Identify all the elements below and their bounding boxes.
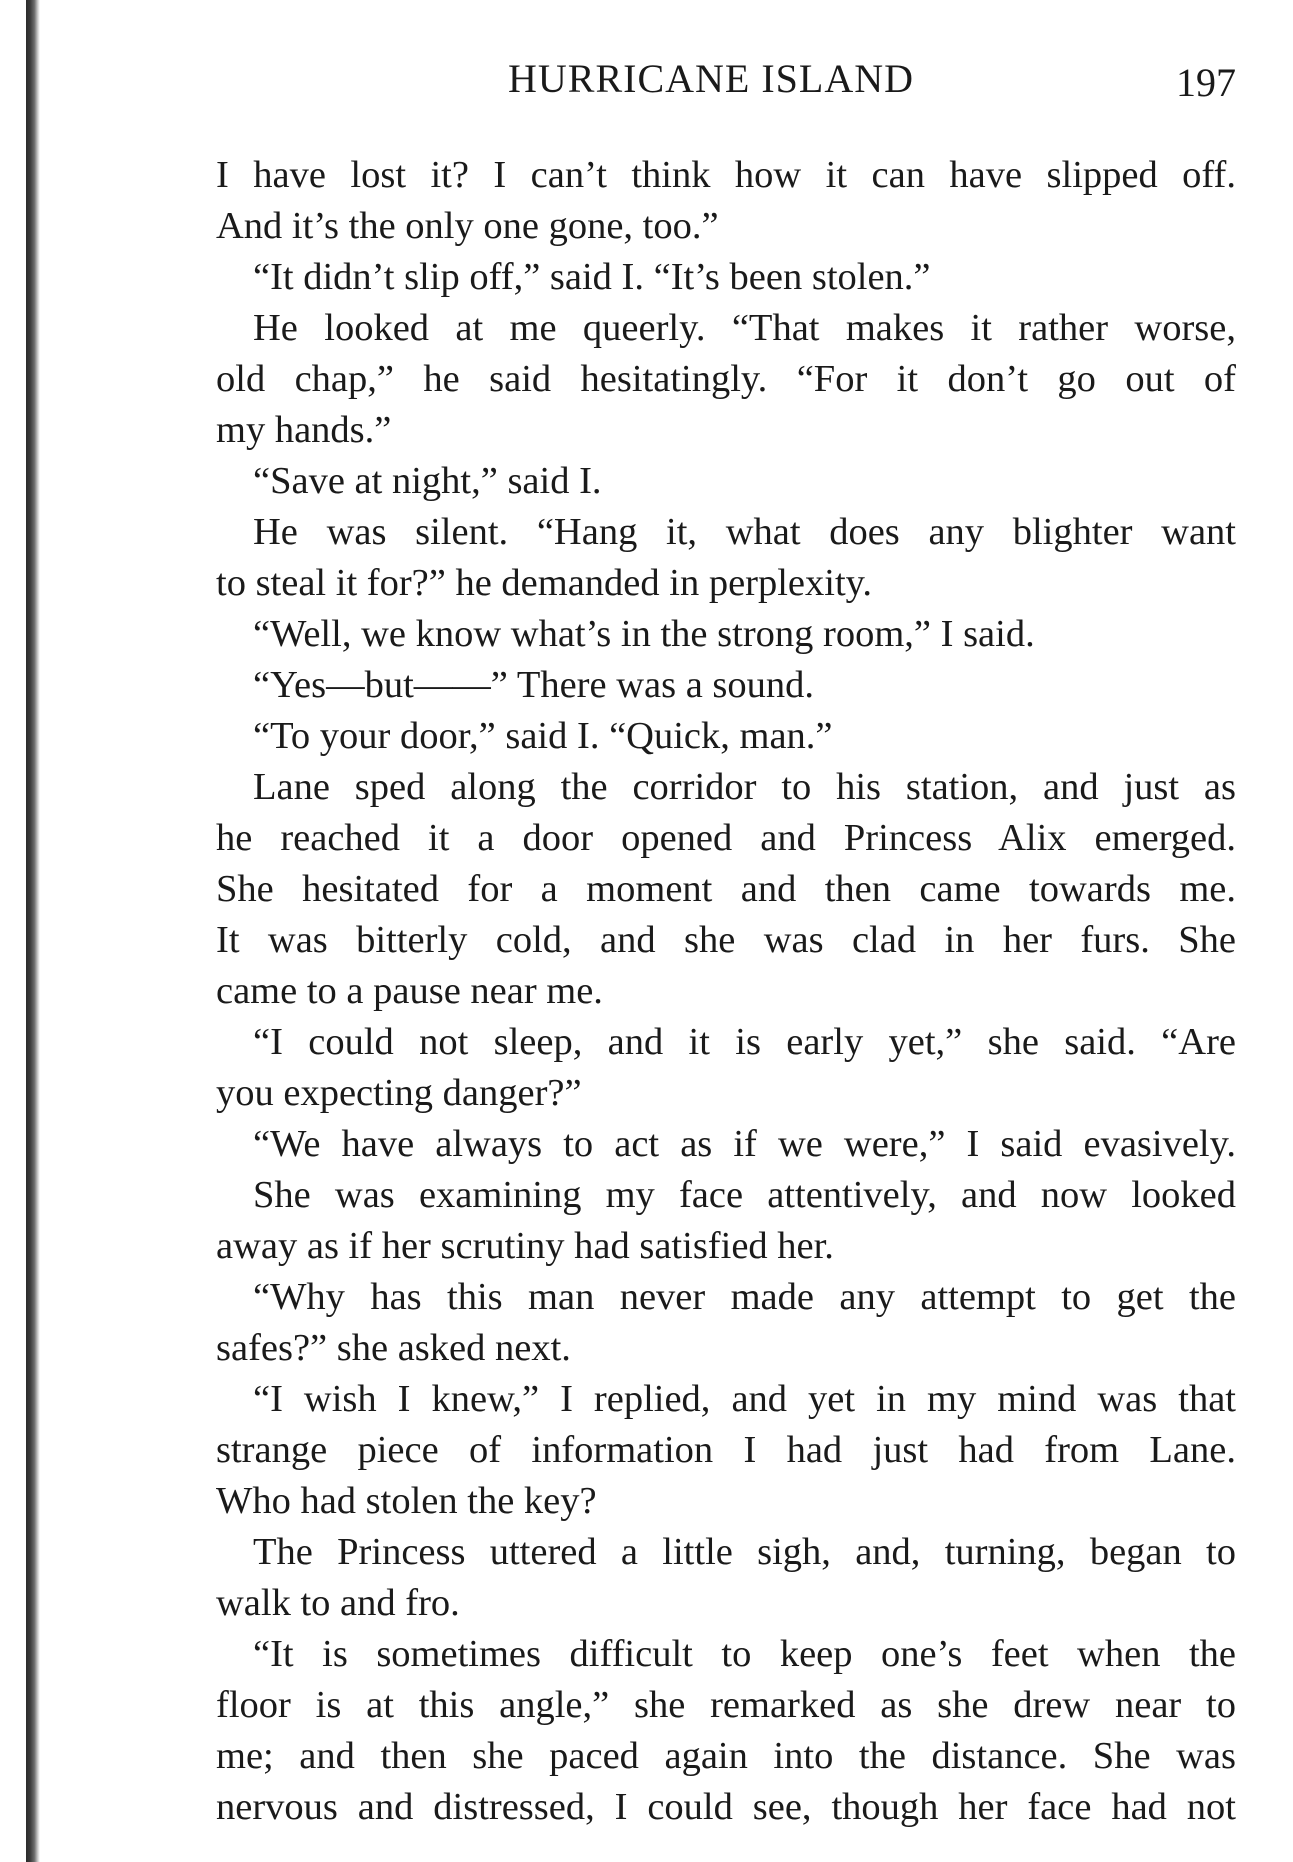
- text-line: my hands.”: [216, 409, 392, 451]
- text-line: strange piece of information I had just had from Lane.: [216, 1429, 1236, 1471]
- text-line: old chap,” he said hesitatingly. “For it don’t go out of: [216, 358, 1236, 400]
- text-line: I have lost it? I can’t think how it can have slipped off.: [216, 154, 1236, 196]
- text-line: “Yes—but——” There was a sound.: [253, 664, 815, 706]
- text-line: floor is at this angle,” she remarked as she drew near to: [216, 1684, 1236, 1726]
- text-line: And it’s the only one gone, too.”: [216, 205, 719, 247]
- page-binding-shadow: [26, 0, 40, 1862]
- page-number: 197: [1176, 60, 1236, 105]
- text-line: She was examining my face attentively, and now looked: [253, 1174, 1236, 1216]
- text-line: nervous and distressed, I could see, though her face had not: [216, 1786, 1236, 1828]
- text-line: me; and then she paced again into the distance. She was: [216, 1735, 1236, 1777]
- text-line: He was silent. “Hang it, what does any blighter want: [253, 511, 1236, 553]
- text-line: “I could not sleep, and it is early yet,” she said. “Are: [253, 1021, 1236, 1063]
- text-line: came to a pause near me.: [216, 970, 603, 1012]
- text-line: “It didn’t slip off,” said I. “It’s been stolen.”: [253, 256, 931, 298]
- text-line: He looked at me queerly. “That makes it rather worse,: [253, 307, 1236, 349]
- text-line: “To your door,” said I. “Quick, man.”: [253, 715, 833, 757]
- text-line: The Princess uttered a little sigh, and, turning, began to: [253, 1531, 1236, 1573]
- text-line: “I wish I knew,” I replied, and yet in my mind was that: [253, 1378, 1236, 1420]
- running-title: HURRICANE ISLAND: [508, 56, 914, 101]
- text-line: “Well, we know what’s in the strong room,” I said.: [253, 613, 1035, 655]
- text-line: walk to and fro.: [216, 1582, 460, 1624]
- text-line: safes?” she asked next.: [216, 1327, 571, 1369]
- text-line: you expecting danger?”: [216, 1072, 582, 1114]
- text-line: It was bitterly cold, and she was clad in her furs. She: [216, 919, 1236, 961]
- text-line: “Save at night,” said I.: [253, 460, 602, 502]
- text-line: “We have always to act as if we were,” I said evasively.: [253, 1123, 1236, 1165]
- text-line: he reached it a door opened and Princess Alix emerged.: [216, 817, 1236, 859]
- text-line: to steal it for?” he demanded in perplexity.: [216, 562, 873, 604]
- body-text: [216, 150, 1236, 1850]
- text-line: She hesitated for a moment and then came towards me.: [216, 868, 1236, 910]
- text-line: “It is sometimes difficult to keep one’s feet when the: [253, 1633, 1236, 1675]
- text-line: away as if her scrutiny had satisfied her.: [216, 1225, 834, 1267]
- text-line: “Why has this man never made any attempt to get the: [253, 1276, 1236, 1318]
- text-line: Who had stolen the key?: [216, 1480, 597, 1522]
- running-head: [216, 54, 1236, 104]
- text-line: Lane sped along the corridor to his station, and just as: [253, 766, 1236, 808]
